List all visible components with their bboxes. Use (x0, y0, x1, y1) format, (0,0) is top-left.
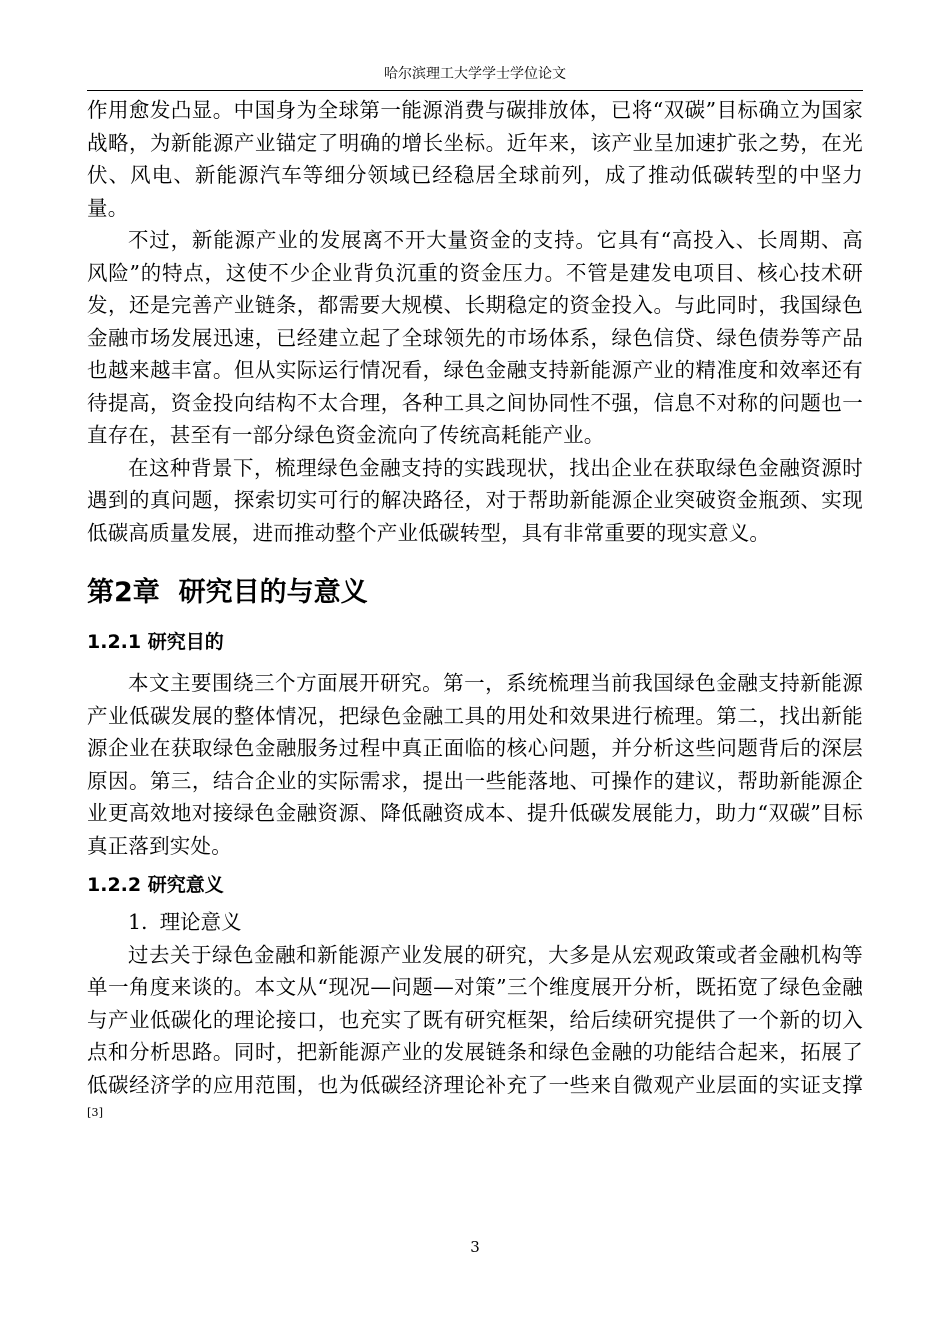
page-number: 3 (470, 1238, 480, 1256)
citation-ref[interactable]: [3] (87, 1106, 104, 1119)
chapter-heading: 第2章 研究目的与意义 (87, 577, 368, 608)
list-number: 1. (128, 910, 148, 934)
list-label: 理论意义 (159, 910, 242, 934)
header-title: 哈尔滨理工大学学士学位论文 (384, 66, 566, 82)
paragraph-funding-needs: 不过，新能源产业的发展离不开大量资金的支持。它具有“高投入、长周期、高风险”的特点，这使不少企业背负沉重的资金压力。不管是建发电项目、核心技术研发，还是完善产业链条，都需要大规模、长期稳定的资金投入。与此同时，我国绿色金融市场发展迅速，已经建立起了全球领先的市场体系，绿色信贷、绿色债券等产品也越来越丰富。但从实际运行情况看，绿色金融支持新能源产业的精准度和效率还有待提高，资金投向结构不太合理，各种工具之间协同性不强，信息不对称的问题也一直存在，甚至有一部分绿色资金流向了传统高耗能产业。 (87, 228, 863, 447)
paragraph-theory-text: 过去关于绿色金融和新能源产业发展的研究，大多是从宏观政策或者金融机构等单一角度来谈的。本文从“现况—问题—对策”三个维度展开分析，既拓宽了绿色金融与产业低碳化的理论接口，也充实了既有研究框架，给后续研究提供了一个新的切入点和分析思路。同时，把新能源产业的发展链条和绿色金融的功能结合起来，拓展了低碳经济学的应用范围，也为低碳经济理论补充了一些来自微观产业层面的实证支撑 (87, 942, 863, 1097)
section-heading-significance: 1.2.2 研究意义 (87, 874, 224, 896)
section-heading-purpose: 1.2.1 研究目的 (87, 631, 224, 653)
page-body (87, 94, 863, 1134)
paragraph-continued: 作用愈发凸显。中国身为全球第一能源消费与碳排放体，已将“双碳”目标确立为国家战略，为新能源产业锚定了明确的增长坐标。近年来，该产业呈加速扩张之势，在光伏、风电、新能源汽车等细分领域已经稳居全球前列，成了推动低碳转型的中坚力量。 (87, 98, 863, 220)
running-header (87, 64, 863, 91)
paragraph-background: 在这种背景下，梳理绿色金融支持的实践现状，找出企业在获取绿色金融资源时遇到的真问题，探索切实可行的解决路径，对于帮助新能源企业突破资金瓶颈、实现低碳高质量发展，进而推动整个产业低碳转型，具有非常重要的现实意义。 (87, 455, 863, 545)
paragraph-theory (87, 939, 863, 1134)
paragraph-purpose: 本文主要围绕三个方面展开研究。第一，系统梳理当前我国绿色金融支持新能源产业低碳发展的整体情况，把绿色金融工具的用处和效果进行梳理。第二，找出新能源企业在获取绿色金融服务过程中真正面临的核心问题，并分析这些问题背后的深层原因。第三，结合企业的实际需求，提出一些能落地、可操作的建议，帮助新能源企业更高效地对接绿色金融资源、降低融资成本、提升低碳发展能力，助力“双碳”目标真正落到实处。 (87, 671, 863, 858)
list-item-theory (87, 906, 863, 939)
